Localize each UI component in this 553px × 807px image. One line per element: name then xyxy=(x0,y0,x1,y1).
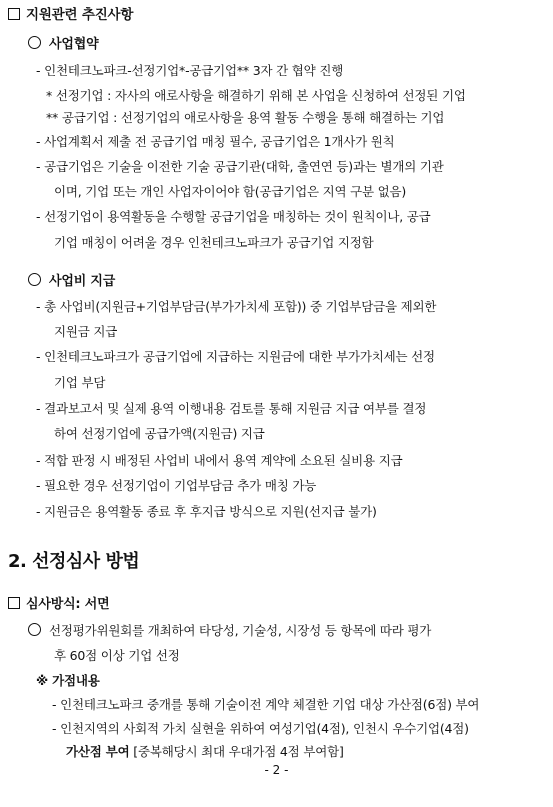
payment-line-4: - 적합 판정 시 배정된 사업비 내에서 용역 계약에 소요된 실비용 지급 xyxy=(36,453,403,468)
review-line-1 xyxy=(28,622,431,640)
agreement-line-3-cont: 이며, 기업 또는 개인 사업자이어야 함(공급기업은 지역 구분 없음) xyxy=(54,184,407,199)
subheading-payment xyxy=(28,273,115,291)
heading-review-method-text: 심사방식: 서면 xyxy=(26,597,110,612)
bonus-heading: ※ 가점내용 xyxy=(36,673,100,688)
payment-line-6: - 지원금은 용역활동 종료 후 후지급 방식으로 지원(선지급 불가) xyxy=(36,504,377,519)
payment-line-3-cont: 하여 선정기업에 공급가액(지원금) 지급 xyxy=(54,426,265,441)
subheading-agreement xyxy=(28,36,98,54)
agreement-line-4-cont: 기업 매칭이 어려울 경우 인천테크노파크가 공급기업 지정함 xyxy=(54,235,374,250)
heading-review-method xyxy=(8,596,109,614)
payment-line-1: - 총 사업비(지원금+기업부담금(부가가치세 포함)) 중 기업부담금을 제외한 xyxy=(36,299,437,314)
payment-line-2-cont: 기업 부담 xyxy=(54,375,106,390)
circle-bullet-icon xyxy=(28,273,41,286)
payment-line-3: - 결과보고서 및 실제 용역 이행내용 검토를 통해 지원금 지급 여부를 결정 xyxy=(36,401,427,416)
heading-support xyxy=(8,6,133,24)
heading-support-text: 지원관련 추진사항 xyxy=(26,7,134,23)
bonus-line-2: - 인천지역의 사회적 가치 실현을 위하여 여성기업(4점), 인천시 우수기업(4점) xyxy=(52,721,469,736)
agreement-line-3: - 공급기업은 기술을 이전한 기술 공급기관(대학, 출연연 등)과는 별개의 기관 xyxy=(36,159,444,174)
circle-bullet-icon xyxy=(28,36,41,49)
page-number: - 2 - xyxy=(264,763,289,777)
bonus-bold-text: 가산점 부여 xyxy=(66,744,130,759)
agreement-line-2: - 사업계획서 제출 전 공급기업 매칭 필수, 공급기업은 1개사가 원칙 xyxy=(36,134,395,149)
agreement-footnote-1: * 선정기업 : 자사의 애로사항을 해결하기 위해 본 사업을 신청하여 선정된 기업 xyxy=(46,88,466,103)
payment-line-1-cont: 지원금 지급 xyxy=(54,324,118,339)
subheading-agreement-text: 사업협약 xyxy=(49,37,99,52)
agreement-footnote-2: ** 공급기업 : 선정기업의 애로사항을 용역 활동 수행을 통해 해결하는 기업 xyxy=(46,110,445,125)
bonus-rest-text: [중복해당시 최대 우대가점 4점 부여함] xyxy=(129,744,344,759)
payment-line-5: - 필요한 경우 선정기업이 기업부담금 추가 매칭 가능 xyxy=(36,478,317,493)
bonus-line-1: - 인천테크노파크 중개를 통해 기술이전 계약 체결한 기업 대상 가산점(6점) 부여 xyxy=(52,697,480,712)
circle-bullet-icon xyxy=(28,623,41,636)
subheading-payment-text: 사업비 지급 xyxy=(49,274,116,289)
review-line-1-cont: 후 60점 이상 기업 선정 xyxy=(54,648,180,663)
checkbox-square-icon xyxy=(8,597,20,609)
review-line-1-text: 선정평가위원회를 개최하여 타당성, 기술성, 시장성 등 항목에 따라 평가 xyxy=(49,623,432,638)
bonus-line-2-cont xyxy=(66,743,344,761)
checkbox-square-icon xyxy=(8,8,20,20)
payment-line-2: - 인천테크노파크가 공급기업에 지급하는 지원금에 대한 부가가치세는 선정 xyxy=(36,349,435,364)
agreement-line-1: - 인천테크노파크-선정기업*-공급기업** 3자 간 협약 진행 xyxy=(36,63,344,78)
agreement-line-4: - 선정기업이 용역활동을 수행할 공급기업을 매칭하는 것이 원칙이나, 공급 xyxy=(36,209,431,224)
section-2-title: 2. 선정심사 방법 xyxy=(8,551,140,572)
